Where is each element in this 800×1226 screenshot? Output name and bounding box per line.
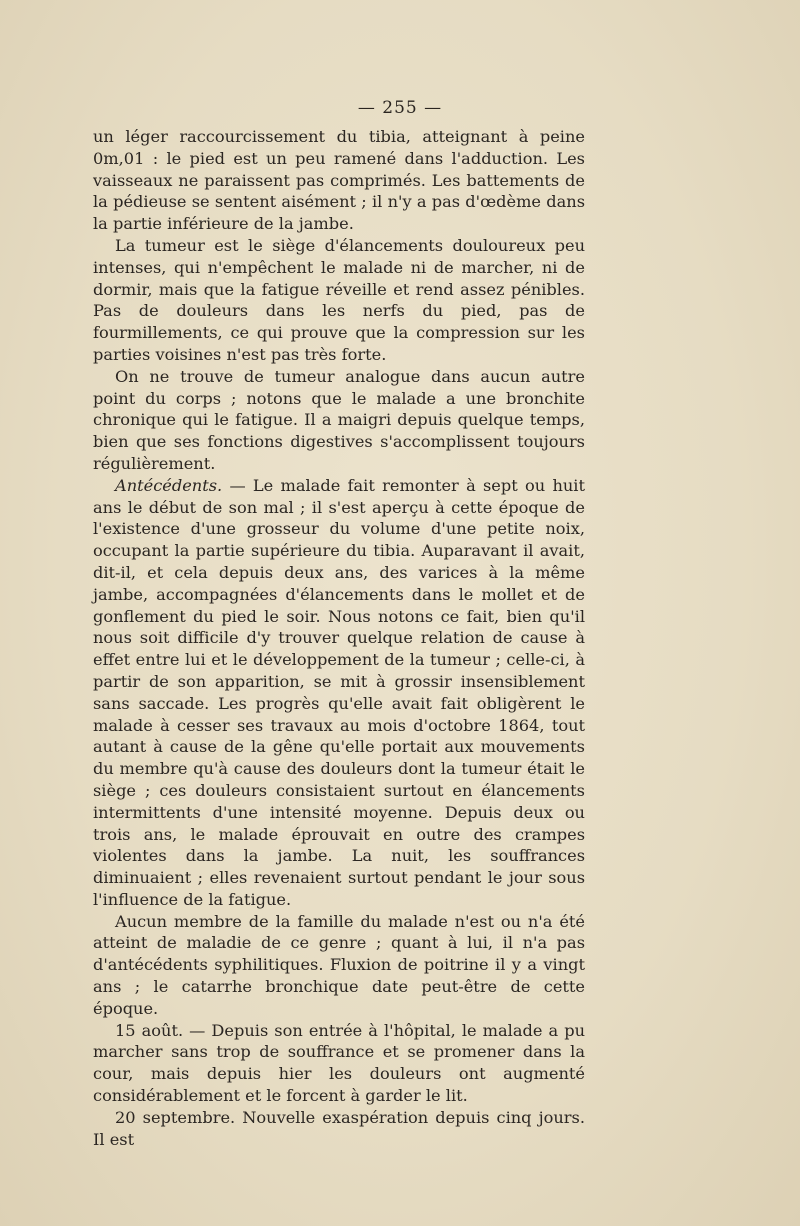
paragraph-20-septembre-text: 20 septembre. Nouvelle exaspération depuis cinq jours. Il est xyxy=(93,1107,585,1149)
paragraph-2 xyxy=(93,235,585,366)
paragraph-antecedents-text: — Le malade fait remonter à sept ou huit ans le début de son mal ; il s'est aperçu à cette époque de l'existence d'une grosseur du volume d'une petite noix, occupant la partie supérieure du tibia. Auparavant il avait, dit-il, et cela depuis deux ans, des varices à la même jambe, accompagnées d'élancements dans le mollet et de gonflement du pied le soir. Nous notons ce fait, bien qu'il nous soit difficile d'y trouver quelque relation de cause à effet entre lui et le développement de la tumeur ; celle-ci, à partir de son apparition, se mit à grossir insensiblement sans saccade. Les progrès qu'elle avait fait obligèrent le malade à cesser ses travaux au mois d'octobre 1864, tout autant à cause de la gêne qu'elle portait aux mouvements du membre qu'à cause des douleurs dont la tumeur était le siège ; ces douleurs consistaient surtout en élancements intermittents d'une intensité moyenne. Depuis deux ou trois ans, le malade éprouvait en outre des crampes violentes dans la jambe. La nuit, les souffrances diminuaient ; elles revenaient surtout pendant le jour sous l'influence de la fatigue. xyxy=(93,475,585,909)
paragraph-antecedents xyxy=(93,475,585,911)
page-number: — 255 — xyxy=(357,98,443,118)
paragraph-15-aout xyxy=(93,1020,585,1107)
body-text xyxy=(93,126,585,1150)
paragraph-20-septembre xyxy=(93,1107,585,1151)
paragraph-1-text: un léger raccourcissement du tibia, atteignant à peine 0m,01 : le pied est un peu ramené dans l'adduction. Les vaisseaux ne paraissent pas comprimés. Les battements de la pédieuse se sentent aisément ; il n'y a pas d'œdème dans la partie inférieure de la jambe. xyxy=(93,127,585,234)
paragraph-15-aout-text: 15 août. — Depuis son entrée à l'hôpital, le malade a pu marcher sans trop de souffrance et se promener dans la cour, mais depuis hier les douleurs ont augmenté considérablement et le forcent à garder le lit. xyxy=(93,1020,585,1106)
paragraph-2-text: La tumeur est le siège d'élancements douloureux peu intenses, qui n'empêchent le malade ni de marcher, ni de dormir, mais que la fatigue réveille et rend assez pénibles. Pas de douleurs dans les nerfs du pied, pas de fourmillements, ce qui prouve que la compression sur les parties voisines n'est pas très forte. xyxy=(93,235,585,364)
paragraph-5-text: Aucun membre de la famille du malade n'est ou n'a été atteint de maladie de ce genre ; quant à lui, il n'a pas d'antécédents syphilitiques. Fluxion de poitrine il y a vingt ans ; le catarrhe bronchique date peut-être de cette époque. xyxy=(93,911,585,1018)
paragraph-antecedents-lead: Antécédents. xyxy=(115,475,223,495)
paragraph-1 xyxy=(93,126,585,235)
paragraph-3-text: On ne trouve de tumeur analogue dans aucun autre point du corps ; notons que le malade a une bronchite chronique qui le fatigue. Il a maigri depuis quelque temps, bien que ses fonctions digestives s'accomplissent toujours régulièrement. xyxy=(93,366,585,473)
paragraph-5 xyxy=(93,911,585,1020)
paragraph-3 xyxy=(93,366,585,475)
